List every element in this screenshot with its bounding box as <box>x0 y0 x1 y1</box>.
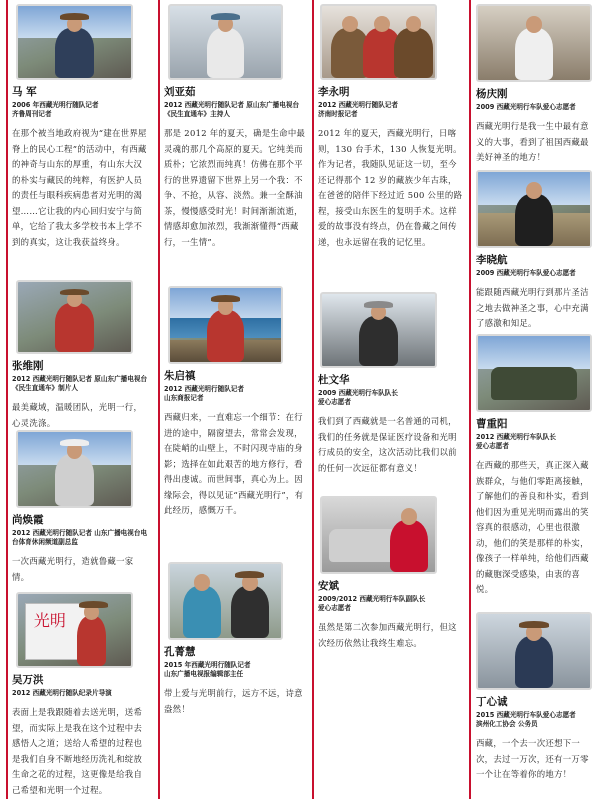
portrait-photo <box>476 612 592 690</box>
person-name: 吴万洪 <box>12 674 44 686</box>
column-rule-3 <box>312 0 314 799</box>
portrait-photo <box>168 562 283 640</box>
testimonial-card <box>318 4 464 250</box>
testimonial-quote: 在西藏的那些天，真正深入藏族群众，与他们零距离接触，了解他们的善良和朴实，看到他们因为重见光明而露出的笑容真的很感动，心里也很激动，他们的笑是那样的朴实，像孩子一样单纯，给他们西藏的藏胞深受感染，由衷的喜悦。 <box>476 460 589 594</box>
portrait-photo <box>476 334 592 412</box>
person-role: 2006 年西藏光明行随队记者 齐鲁周刊记者 <box>12 101 99 118</box>
testimonial-quote: 在那个被当地政府视为“建在世界屋脊上的民心工程”的活动中，有西藏的神奇与山东的厚重，有山东大汉的朴实与藏民的纯粹，有医护人员的责任与眼科疾病患者对光明的渴望……它让我的内心回归安宁与简单，它给了我太多学校书本上学不到的真实，这让我获益终身。 <box>12 128 147 247</box>
testimonial-card <box>318 496 464 651</box>
person-name: 曹重阳 <box>476 418 508 430</box>
portrait-photo <box>476 4 592 82</box>
testimonial-card <box>318 292 464 476</box>
person-role: 2012 西藏光明行随队记者 原山东广播电视台《民生直通车》主持人 <box>164 101 300 118</box>
person-name: 杜文华 <box>318 374 350 386</box>
testimonial-quote: 西藏光明行是我一生中最有意义的大事，看到了祖国西藏最美好神圣的地方！ <box>476 121 589 162</box>
portrait-photo <box>16 430 133 508</box>
person-role: 2015 年西藏光明行随队记者 山东广播电视报编辑部主任 <box>164 661 251 678</box>
testimonial-card <box>476 170 594 332</box>
portrait-photo <box>320 496 437 574</box>
person-role: 2009 西藏光明行车队队长 爱心志愿者 <box>318 389 398 406</box>
person-role: 2012 西藏光明行随队纪录片导演 <box>12 689 112 697</box>
person-name: 李永明 <box>318 86 350 98</box>
person-name: 朱启禛 <box>164 370 196 382</box>
person-role: 2009 西藏光明行车队爱心志愿者 <box>476 103 576 111</box>
person-name: 刘亚茹 <box>164 86 196 98</box>
person-name: 杨庆刚 <box>476 88 508 100</box>
person-role: 2015 西藏光明行车队爱心志愿者 滨州化工协会 公务员 <box>476 711 576 728</box>
testimonial-card <box>476 334 594 598</box>
portrait-photo <box>476 170 592 248</box>
testimonial-quote: 西藏，一个去一次还想下一次，去过一万次，还有一万零一个让在等着你的地方！ <box>476 738 589 779</box>
portrait-photo <box>16 4 133 80</box>
person-name: 丁心诚 <box>476 696 508 708</box>
testimonial-quote: 最美藏域，温暖团队，光明一行，心灵洗涤。 <box>12 402 143 428</box>
testimonial-card <box>164 286 306 519</box>
portrait-photo <box>320 4 437 80</box>
column-rule-1 <box>6 0 8 799</box>
person-role: 2009 西藏光明行车队爱心志愿者 <box>476 269 576 277</box>
testimonial-card <box>12 280 150 431</box>
person-name: 马 军 <box>12 86 37 98</box>
testimonial-card <box>12 592 150 798</box>
column-rule-2 <box>158 0 160 799</box>
person-name: 李晓航 <box>476 254 508 266</box>
testimonial-card <box>164 4 306 250</box>
testimonial-card <box>476 4 594 166</box>
portrait-photo <box>16 280 133 354</box>
person-name: 孔菁慧 <box>164 646 196 658</box>
column-rule-4 <box>469 0 471 799</box>
person-name: 安斌 <box>318 580 339 592</box>
testimonial-card <box>164 562 306 717</box>
person-role: 2012 西藏光明行随队记者 济南时报记者 <box>318 101 398 118</box>
testimonial-card <box>12 430 150 585</box>
testimonial-quote: 能跟随西藏光明行到那片圣洁之地去做神圣之事，心中充满了感激和知足。 <box>476 287 589 328</box>
portrait-photo: 光明 <box>16 592 133 668</box>
person-role: 2012 西藏光明行车队队长 爱心志愿者 <box>476 433 556 450</box>
person-role: 2012 西藏光明行随队记者 山东商报记者 <box>164 385 244 402</box>
person-name: 尚焕霞 <box>12 514 44 526</box>
testimonial-quote: 2012 年的夏天，西藏光明行，日喀则，130 台手术，130 人恢复光明。作为记者，我随队见证这一切，至今还记得那个 12 岁的藏族少年古珠，在爸爸的陪伴下经过近 500 公里的路程，接受山东医生的复明手术。这样爱的故事没有终点，仍在鲁藏之间传递，也永远留在我的记忆里。 <box>318 128 463 247</box>
person-role: 2009/2012 西藏光明行车队副队长 爱心志愿者 <box>318 595 426 612</box>
person-role: 2012 西藏光明行随队记者 山东广播电视台电台体育休闲频道副总监 <box>12 529 148 546</box>
person-name: 张维刚 <box>12 360 44 372</box>
testimonial-quote: 我们到了西藏就是一名普通的司机，我们的任务就是保证医疗设备和光明行成员的安全，这次活动比我们以前的任何一次远征都有意义！ <box>318 416 457 473</box>
portrait-photo <box>168 286 283 364</box>
testimonial-quote: 表面上是我跟随着去送光明，送希望，而实际上是我在这个过程中去感悟人之道；送给人希望的过程也是我们自身不断地经历洗礼和绽放生命之花的过程，这更像是给我自己希望和光明一个过程。 <box>12 707 143 795</box>
testimonial-quote: 虽然是第二次参加西藏光明行，但这次经历依然让我终生难忘。 <box>318 622 457 648</box>
testimonial-card <box>12 4 150 250</box>
testimonial-quote: 那是 2012 年的夏天，确是生命中最灵魂的那几个高原的夏天。它纯美而质朴；它浓烈而纯真！仿佛在那个平行的世界遗留下世界上另一个我：不争、不抢，从容、淡然。兼一全酥油茶，慢慢感受时光！时间渐渐流逝，情感却愈加浓烈，我渐渐懂得“西藏行，一生情”。 <box>164 128 306 247</box>
testimonial-quote: 西藏归来，一直难忘一个细节：在行进的途中，隔窗望去，常常会发现，在陡峭的山壁上，不时闪现寺庙的身影；选择在如此艰苦的地方修行，看得出虔诚。而世间事，真心为上。因缘际会，得以见证“西藏光明行”，有此经历，感慨万千。 <box>164 412 304 515</box>
person-role: 2012 西藏光明行随队记者 原山东广播电视台《民生直通车》制片人 <box>12 375 148 392</box>
testimonial-quote: 一次西藏光明行，造就鲁藏一家情。 <box>12 556 134 582</box>
portrait-photo <box>168 4 283 80</box>
testimonial-card <box>476 612 594 783</box>
testimonial-quote: 带上爱与光明前行，远方不远，诗意盎然！ <box>164 688 303 714</box>
portrait-photo <box>320 292 437 368</box>
